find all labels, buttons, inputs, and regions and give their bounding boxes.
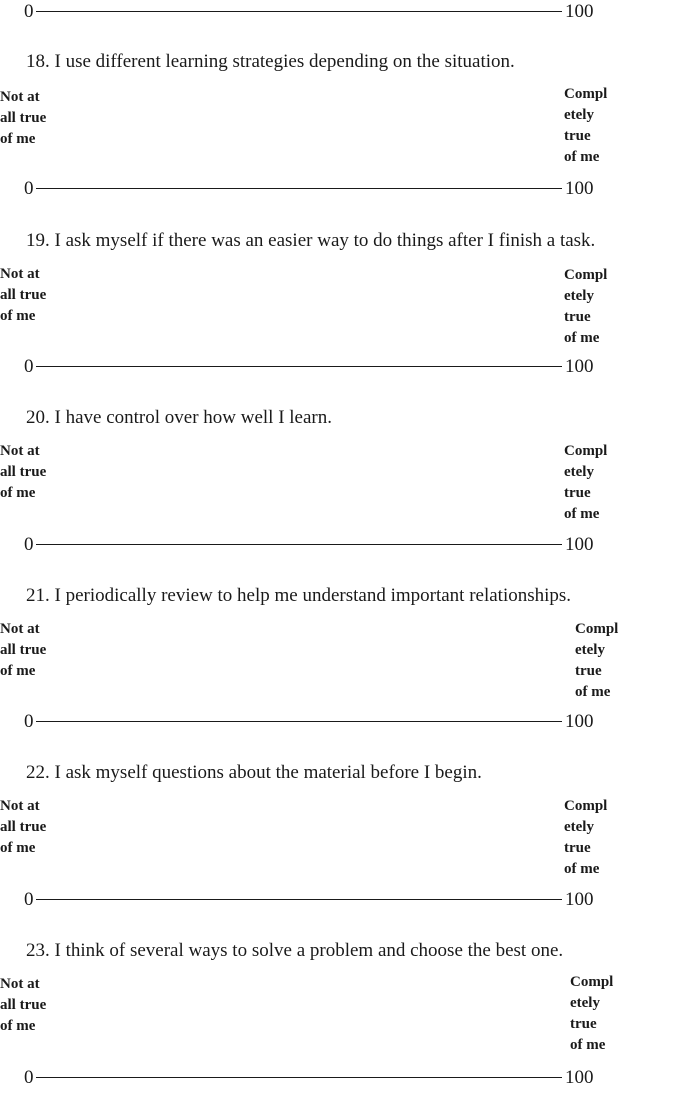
- scale-slider-line[interactable]: [36, 1077, 562, 1078]
- low-anchor-label: Not at all true of me: [0, 621, 47, 679]
- high-anchor-label: Compl etely true of me: [564, 267, 608, 346]
- scale-slider-line[interactable]: [36, 544, 562, 545]
- scale-slider-line[interactable]: [36, 366, 562, 367]
- low-anchor-label: Not at all true of me: [0, 976, 47, 1034]
- scale-max-label: 100: [565, 1, 594, 22]
- scale-max-label: 100: [565, 889, 594, 910]
- low-anchor-label: Not at all true of me: [0, 798, 47, 856]
- high-anchor-label: Compl etely true of me: [575, 621, 619, 700]
- rating-scale-item-22[interactable]: [0, 888, 685, 918]
- low-anchor-label: Not at all true of me: [0, 89, 47, 147]
- rating-scale-item-20[interactable]: [0, 533, 685, 563]
- rating-scale-item-17[interactable]: [0, 0, 685, 30]
- low-anchor-label: Not at all true of me: [0, 443, 47, 501]
- scale-slider-line[interactable]: [36, 899, 562, 900]
- scale-slider-line[interactable]: [36, 188, 562, 189]
- scale-max-label: 100: [565, 178, 594, 199]
- rating-scale-item-19[interactable]: [0, 355, 685, 385]
- scale-min-label: 0: [24, 356, 34, 377]
- scale-max-label: 100: [565, 711, 594, 732]
- scale-max-label: 100: [565, 534, 594, 555]
- rating-scale-item-18[interactable]: [0, 177, 685, 207]
- high-anchor-label: Compl etely true of me: [564, 86, 608, 165]
- scale-min-label: 0: [24, 534, 34, 555]
- rating-scale-item-23[interactable]: [0, 1066, 685, 1096]
- scale-slider-line[interactable]: [36, 11, 562, 12]
- scale-min-label: 0: [24, 178, 34, 199]
- question-23: 23. I think of several ways to solve a problem and choose the best one.: [26, 940, 564, 961]
- question-18: 18. I use different learning strategies depending on the situation.: [26, 51, 515, 72]
- scale-min-label: 0: [24, 711, 34, 732]
- scale-max-label: 100: [565, 1067, 594, 1088]
- high-anchor-label: Compl etely true of me: [564, 443, 608, 522]
- scale-slider-line[interactable]: [36, 721, 562, 722]
- question-21: 21. I periodically review to help me understand important relationships.: [26, 585, 572, 606]
- scale-min-label: 0: [24, 1067, 34, 1088]
- question-22: 22. I ask myself questions about the material before I begin.: [26, 762, 482, 783]
- scale-min-label: 0: [24, 1, 34, 22]
- high-anchor-label: Compl etely true of me: [570, 974, 614, 1053]
- scale-max-label: 100: [565, 356, 594, 377]
- rating-scale-item-21[interactable]: [0, 710, 685, 740]
- question-19: 19. I ask myself if there was an easier way to do things after I finish a task.: [26, 230, 596, 251]
- low-anchor-label: Not at all true of me: [0, 266, 47, 324]
- question-20: 20. I have control over how well I learn.: [26, 407, 333, 428]
- high-anchor-label: Compl etely true of me: [564, 798, 608, 877]
- scale-min-label: 0: [24, 889, 34, 910]
